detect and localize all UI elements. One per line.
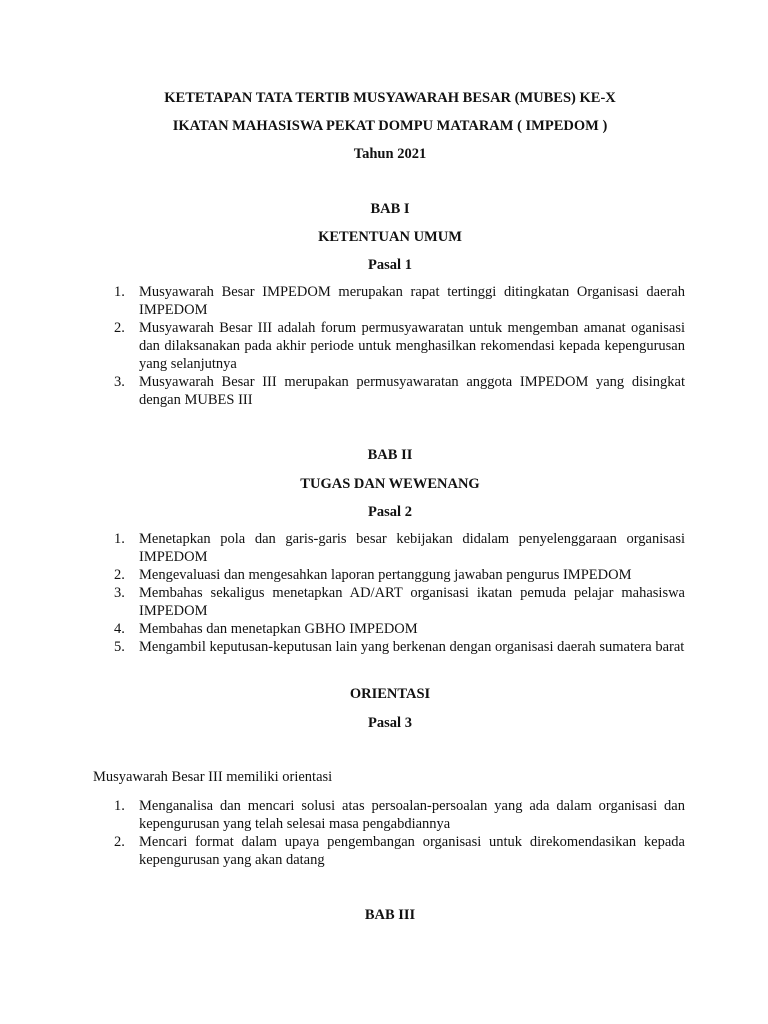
list-item [92, 373, 685, 409]
bab-1-heading: BAB I [370, 201, 410, 217]
pasal-3-heading: Pasal 3 [368, 715, 412, 731]
pasal-2-heading: Pasal 2 [368, 504, 412, 520]
list-item-number: 3. [114, 585, 125, 601]
orientasi-intro: Musyawarah Besar III memiliki orientasi [93, 769, 333, 785]
list-item [92, 319, 685, 373]
list-item-text: Musyawarah Besar III merupakan permusyawaratan anggota IMPEDOM yang disingkat dengan MUBES III [139, 374, 685, 408]
list-item-text: Membahas sekaligus menetapkan AD/ART organisasi ikatan pemuda pelajar mahasiswa IMPEDOM [139, 585, 685, 619]
bab-1-subtitle: KETENTUAN UMUM [318, 229, 462, 245]
pasal-2-list [92, 530, 685, 656]
list-item-text: Membahas dan menetapkan GBHO IMPEDOM [139, 621, 418, 637]
list-item [92, 566, 685, 584]
pasal-1-heading: Pasal 1 [368, 257, 412, 273]
list-item-text: Musyawarah Besar IMPEDOM merupakan rapat tertinggi ditingkatan Organisasi daerah IMPEDOM [139, 284, 685, 318]
list-item-number: 4. [114, 621, 125, 637]
list-item-number: 1. [114, 284, 125, 300]
list-item [92, 833, 685, 869]
document-title-line-1: KETETAPAN TATA TERTIB MUSYAWARAH BESAR (MUBES) KE-X [164, 90, 616, 106]
list-item-number: 2. [114, 834, 125, 850]
list-item-number: 5. [114, 639, 125, 655]
bab-2-heading: BAB II [367, 447, 413, 463]
pasal-3-list [92, 797, 685, 869]
list-item-number: 1. [114, 798, 125, 814]
list-item [92, 283, 685, 319]
list-item-text: Mencari format dalam upaya pengembangan organisasi untuk direkomendasikan kepada kepengurusan yang akan datang [139, 834, 685, 868]
pasal-1-list [92, 283, 685, 409]
list-item [92, 797, 685, 833]
list-item-number: 1. [114, 531, 125, 547]
list-item-text: Musyawarah Besar III adalah forum permusyawaratan untuk mengemban amanat oganisasi dan dilaksanakan pada akhir periode untuk menghasilkan rekomendasi kepada kepengurusan yang selanjutnya [139, 320, 685, 372]
list-item-text: Menetapkan pola dan garis-garis besar kebijakan didalam penyelenggaraan organisasi IMPEDOM [139, 531, 685, 565]
document-year: Tahun 2021 [353, 146, 427, 162]
orientasi-heading: ORIENTASI [349, 686, 431, 702]
list-item-text: Mengambil keputusan-keputusan lain yang berkenan dengan organisasi daerah sumatera barat [139, 639, 685, 655]
list-item [92, 638, 685, 656]
list-item-number: 2. [114, 320, 125, 336]
list-item [92, 620, 685, 638]
document-title-line-2: IKATAN MAHASISWA PEKAT DOMPU MATARAM ( IMPEDOM ) [172, 118, 608, 134]
list-item-number: 3. [114, 374, 125, 390]
list-item-text: Mengevaluasi dan mengesahkan laporan pertanggung jawaban pengurus IMPEDOM [139, 567, 632, 583]
list-item [92, 530, 685, 566]
bab-2-subtitle: TUGAS DAN WEWENANG [300, 476, 480, 492]
list-item-text: Menganalisa dan mencari solusi atas persoalan-persoalan yang ada dalam organisasi dan kepengurusan yang telah selesai masa pengabdiannya [139, 798, 685, 832]
list-item [92, 584, 685, 620]
list-item-number: 2. [114, 567, 125, 583]
bab-3-heading: BAB III [364, 907, 416, 923]
